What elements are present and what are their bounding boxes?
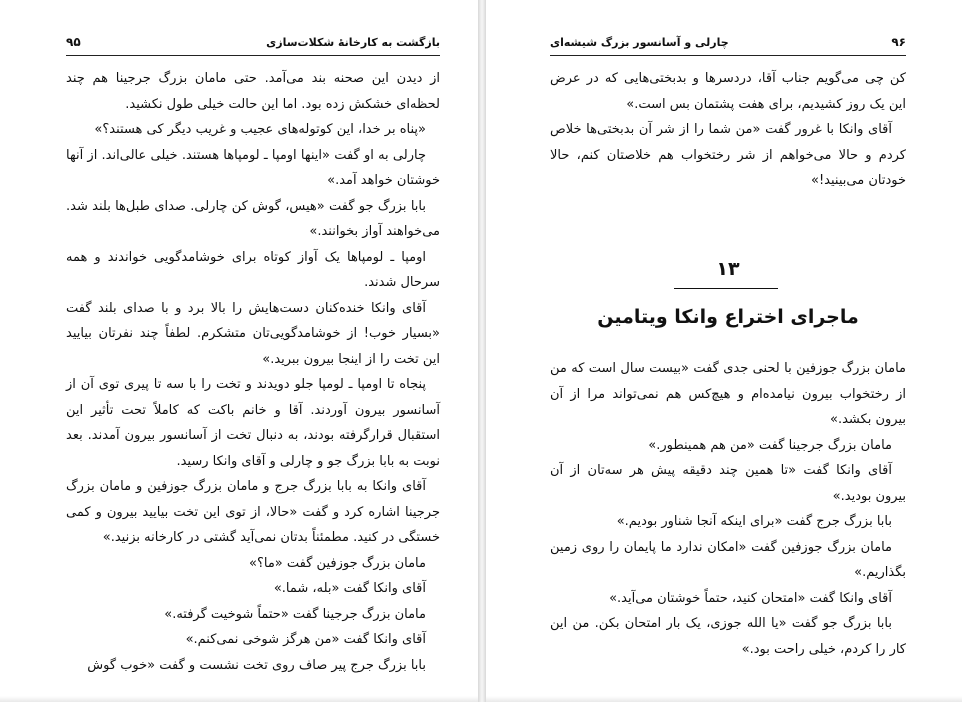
paragraph: بابا بزرگ جو گفت «یا الله جوزی، یک بار امتحان بکن. من این کار را کردم، خیلی راحت بود.» (550, 616, 906, 657)
page-number: ۹۵ (66, 35, 81, 49)
running-title: بازگشت به کارخانهٔ شکلات‌سازی (266, 35, 440, 49)
paragraph: آقای وانکا گفت «امتحان کنید، حتماً خوشتان می‌آید.» (609, 590, 892, 606)
header-rule (66, 55, 440, 56)
paragraph: چارلی به او گفت «اینها اومپا ـ لومپاها هستند. خیلی عالی‌اند. از آنها خوشتان خواهد آمد.» (66, 147, 440, 188)
paragraph: بابا بزرگ جرج گفت «برای اینکه آنجا شناور بودیم.» (616, 514, 892, 529)
running-head-left (66, 32, 440, 52)
paragraph: آقای وانکا خنده‌کنان دست‌هایش را بالا برد و با صدای بلند گفت «بسیار خوب! از خوشامدگویی‌تان متشکرم. لطفاً چند نفرتان بیایید این تخت را از اینجا بیرون ببرید.» (66, 300, 440, 367)
running-head-right (550, 32, 906, 52)
left-page (0, 0, 478, 702)
book-spine (478, 0, 486, 702)
right-page (486, 0, 962, 702)
paragraph: کن چی می‌گویم جناب آقا، دردسرها و بدبختی‌هایی که در عرض این یک روز کشیدیم، برای هفت پشتمان بس است.» (550, 71, 906, 112)
paragraph: پنجاه تا اومپا ـ لومپا جلو دویدند و تخت را با سه تا پیری توی آن از آسانسور بیرون آوردند. آقا و خانم باکت که کاملاً تحت تأثیر این استقبال قرارگرفته بودند، به دنبال تخت از آسانسور بیرون آمدند. بعد نوبت به بابا بزرگ جو و چارلی و آقای وانکا رسید. (66, 377, 440, 469)
paragraph: اومپا ـ لومپاها یک آواز کوتاه برای خوشامدگویی خواندند و همه سرحال شدند. (66, 249, 440, 290)
paragraph: مامان بزرگ جرجینا گفت «حتماً شوخیت گرفته.» (164, 606, 426, 622)
paragraph: مامان بزرگ جوزفین گفت «امکان ندارد ما پایمان را روی زمین بگذاریم.» (550, 539, 906, 580)
paragraph: آقای وانکا گفت «من هرگز شوخی نمی‌کنم.» (185, 632, 426, 647)
header-rule (550, 55, 906, 56)
page-number: ۹۶ (891, 35, 906, 49)
paragraph: آقای وانکا با غرور گفت «من شما را از شر آن بدبختی‌ها خلاص کردم و حالا می‌خواهم از شر رختخواب هم خلاصتان کنم، حالا خودتان می‌بینید!» (550, 122, 906, 188)
running-title: چارلی و آسانسور بزرگ شیشه‌ای (550, 35, 729, 49)
paragraph: از دیدن این صحنه بند می‌آمد. حتی مامان بزرگ جرجینا هم چند لحظه‌ای خشکش زده بود. اما این حالت خیلی طول نکشید. (66, 71, 440, 112)
paragraph: آقای وانکا گفت «تا همین چند دقیقه پیش هر سه‌تان از آن بیرون بودید.» (550, 463, 906, 504)
paragraph: «پناه بر خدا، این کوتوله‌های عجیب و غریب دیگر کی هستند؟» (94, 122, 426, 137)
paragraph: آقای وانکا به بابا بزرگ جرج و مامان بزرگ جوزفین و مامان بزرگ جرجینا اشاره کرد و گفت «حالا، از توی این تخت بیایید بیرون و کمی خستگی در کنید. مطمئناً بدتان نمی‌آید گشتی در کارخانه بزنید.» (66, 479, 440, 545)
paragraph: مامان بزرگ جرجینا گفت «من هم همینطور.» (648, 437, 892, 453)
paragraph: بابا بزرگ جو گفت «هیس، گوش کن چارلی. صدای طبل‌ها بلند شد. می‌خواهند آواز بخوانند.» (66, 198, 440, 239)
paragraph: بابا بزرگ جرج پیر صاف روی تخت نشست و گفت «خوب گوش (87, 657, 426, 673)
paragraph: مامان بزرگ جوزفین با لحنی جدی گفت «بیست سال است که من از رختخواب بیرون نیامده‌ام و هیچ‌کس هم نمی‌تواند مرا از آن بیرون بکشد.» (550, 361, 906, 427)
chapter-rule (674, 288, 778, 289)
page-edge (486, 696, 962, 702)
body-text (66, 66, 440, 678)
page-edge (0, 696, 478, 702)
paragraph: آقای وانکا گفت «بله، شما.» (273, 581, 426, 596)
paragraph: مامان بزرگ جوزفین گفت «ما؟» (249, 555, 426, 571)
body-text-top (550, 66, 906, 194)
chapter-title: ماجرای اختراع وانکا ویتامین (597, 306, 859, 328)
body-text-bottom (550, 356, 906, 662)
chapter-number: ۱۳ (716, 258, 740, 280)
